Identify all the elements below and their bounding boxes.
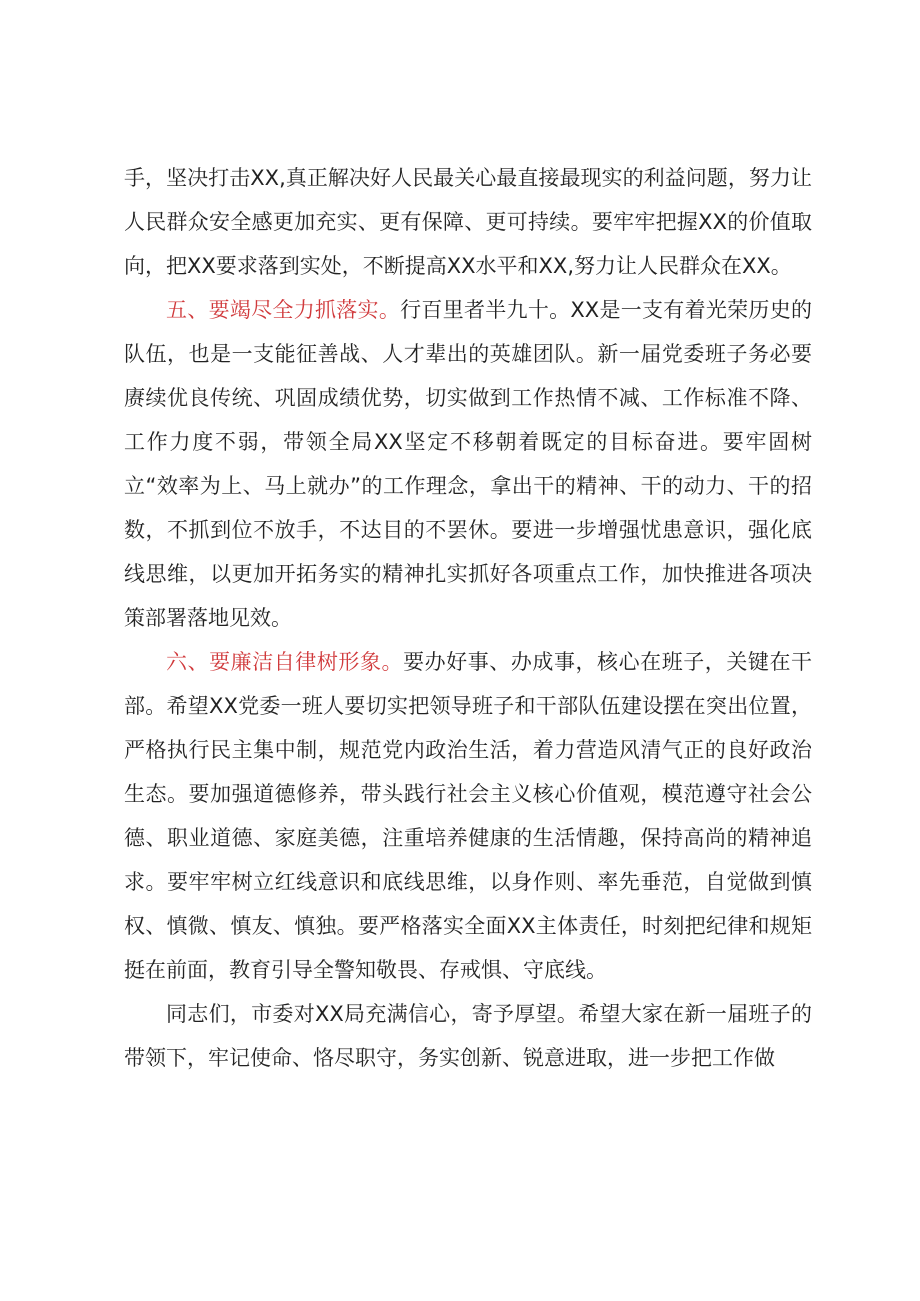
section-heading-six: 六、要廉洁自律树形象。 [166, 650, 404, 674]
paragraph-section-five [124, 288, 812, 640]
paragraph-text: 同志们，市委对XX局充满信心，寄予厚望。希望大家在新一届班子的带领下，牢记使命、恪尽职守，务实创新、锐意进取，进一步把工作做 [124, 1002, 812, 1070]
document-body [124, 156, 812, 1080]
paragraph-continuation [124, 156, 812, 288]
paragraph-text: 要办好事、办成事，核心在班子，关键在干部。希望XX党委一班人要切实把领导班子和干部队伍建设摆在突出位置，严格执行民主集中制，规范党内政治生活，着力营造风清气正的良好政治生态。要加强道德修养，带头践行社会主义核心价值观，模范遵守社会公德、职业道德、家庭美德，注重培养健康的生活情趣，保持高尚的精神追求。要牢牢树立红线意识和底线思维，以身作则、率先垂范，自觉做到慎权、慎微、慎友、慎独。要严格落实全面XX主体责任，时刻把纪律和规矩挺在前面，教育引导全警知敬畏、存戒惧、守底线。 [124, 650, 813, 982]
paragraph-text: 手，坚决打击XX,真正解决好人民最关心最直接最现实的利益问题，努力让人民群众安全感更加充实、更有保障、更可持续。要牢牢把握XX的价值取向，把XX要求落到实处，不断提高XX水平和XX,努力让人民群众在XX。 [124, 166, 812, 278]
paragraph-text: 行百里者半九十。XX是一支有着光荣历史的队伍，也是一支能征善战、人才辈出的英雄团队。新一届党委班子务必要赓续优良传统、巩固成绩优势，切实做到工作热情不减、工作标准不降、工作力度不弱，带领全局XX坚定不移朝着既定的目标奋进。要牢固树立“效率为上、马上就办”的工作理念，拿出干的精神、干的动力、干的招数，不抓到位不放手，不达目的不罢休。要进一步增强忧患意识，强化底线思维，以更加开拓务实的精神扎实抓好各项重点工作，加快推进各项决策部署落地见效。 [124, 298, 812, 630]
section-heading-five: 五、要竭尽全力抓落实。 [166, 298, 401, 322]
paragraph-closing [124, 992, 812, 1080]
paragraph-section-six [124, 640, 812, 992]
